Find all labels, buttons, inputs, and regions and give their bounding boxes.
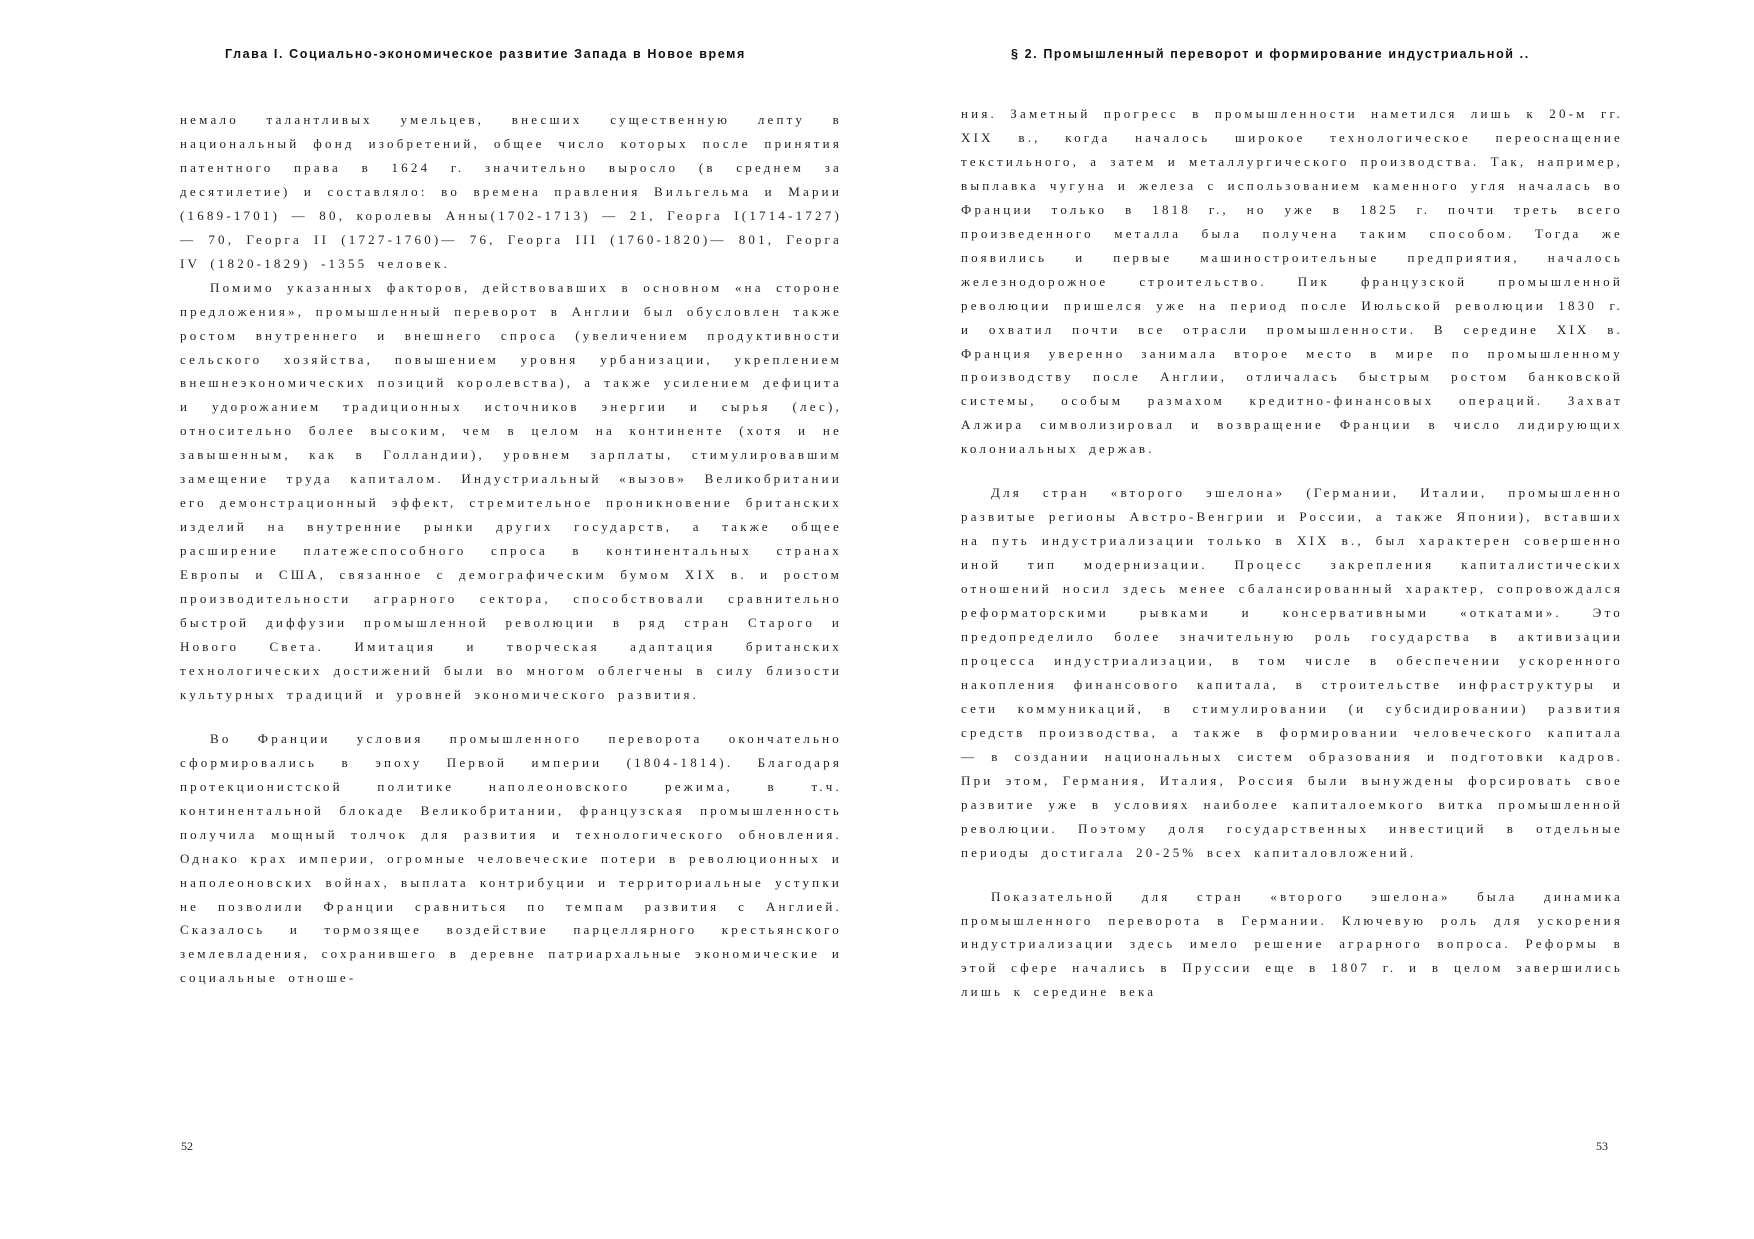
right-running-header: § 2. Промышленный переворот и формирование индустриальной .. [1011,47,1530,61]
right-paragraph-3: Показательной для стран «второго эшелона» была динамика промышленного переворота в Германии. Ключевую роль для ускорения индустриализации здесь имело решение аграрного вопроса. Реформы в этой сфере начались в Пруссии еще в 1807 г. и в целом завершились лишь к середине века [961,888,1623,1000]
right-paragraph-2: Для стран «второго эшелона» (Германии, Италии, промышленно развитые регионы Австро-Венгрии и России, а также Японии), вставших на путь индустриализации только в XIX в., был характерен совершенно иной тип модернизации. Процесс закрепления капиталистических отношений носил здесь менее сбалансированный характер, сопровождался реформаторскими рывками и консервативными «откатами». Это предопределило более значительную роль государства в активизации процесса индустриализации, в том числе в обеспечении ускоренного накопления финансового капитала, в строительстве инфраструктуры и сети коммуникаций, в стимулировании (и субсидировании) развития средств производства, а также в формировании человеческого капитала — в создании национальных систем образования и подготовки кадров. При этом, Германия, Италия, Россия были вынуждены форсировать свое развитие уже в условиях наиболее капиталоемкого витка промышленной революции. Поэтому доля государственных инвестиций в отдельные периоды достигала 20-25% всех капиталовложений. [961,485,1623,860]
right-page-number: 53 [1596,1139,1608,1153]
right-paragraph-1: ния. Заметный прогресс в промышленности наметился лишь к 20-м гг. XIX в., когда началось широкое технологическое переоснащение текстильного, а затем и металлургического производства. Так, например, выплавка чугуна и железа с использованием каменного угля началась во Франции только в 1818 г., но уже в 1825 г. почти треть всего произведенного металла была получена таким способом. Тогда же появились и первые машиностроительные предприятия, началось железнодорожное строительство. Пик французской промышленной революции пришелся уже на период после Июльской революции 1830 г. и охватил почти все отрасли промышленности. В середине XIX в. Франция уверенно занимала второе место в мире по промышленному производству после Англии, отличалась быстрым ростом банковской системы, особым размахом кредитно-финансовых операций. Захват Алжира символизировал и возвращение Франции в число лидирующих колониальных держав. [961,106,1623,457]
left-paragraph-1: немало талантливых умельцев, внесших существенную лепту в национальный фонд изобретений, общее число которых после принятия патентного права в 1624 г. значительно выросло (в среднем за десятилетие) и составляло: во времена правления Вильгельма и Марии (1689-1701) — 80, королевы Анны(1702-1713) — 21, Георга I(1714-1727) — 70, Георга II (1727-1760)— 76, Георга III (1760-1820)— 801, Георга IV (1820-1829) -1355 человек. [180,112,842,271]
left-paragraph-3: Во Франции условия промышленного переворота окончательно сформировались в эпоху Первой империи (1804-1814). Благодаря протекционистской политике наполеоновского режима, в т.ч. континентальной блокаде Великобритании, французская промышленность получила мощный толчок для развития и технологического обновления. Однако крах империи, огромные человеческие потери в революционных и наполеоновских войнах, выплата контрибуции и территориальные уступки не позволили Франции сравниться по темпам развития с Англией. Сказалось и тормозящее воздействие парцеллярного крестьянского землевладения, сохранившего в деревне патриархальные экономические и социальные отноше- [180,730,842,986]
right-page [877,0,1754,1239]
left-page-number: 52 [181,1139,193,1153]
right-body-text [961,102,1623,1004]
left-body-text [180,108,842,990]
left-running-header: Глава I. Социально-экономическое развитие Запада в Новое время [225,47,746,61]
left-paragraph-2: Помимо указанных факторов, действовавших в основном «на стороне предложения», промышленный переворот в Англии был обусловлен также ростом внутреннего и внешнего спроса (увеличением продуктивности сельского хозяйства, повышением уровня урбанизации, укреплением внешнеэкономических позиций королевства), а также усилением дефицита и удорожанием традиционных источников энергии и сырья (лес), относительно более высоким, чем в целом на континенте (хотя и не завышенным, как в Голландии), уровнем зарплаты, стимулировавшим замещение труда капиталом. Индустриальный «вызов» Великобритании его демонстрационный эффект, стремительное проникновение британских изделий на внутренние рынки других государств, а также общее расширение платежеспособного спроса в континентальных странах Европы и США, связанное с демографическим бумом XIX в. и ростом производительности аграрного сектора, способствовали сравнительно быстрой диффузии промышленной революции в ряд стран Старого и Нового Света. Имитация и творческая адаптация британских технологических достижений были во многом облегчены в силу близости культурных традиций и уровней экономического развития. [180,279,842,702]
